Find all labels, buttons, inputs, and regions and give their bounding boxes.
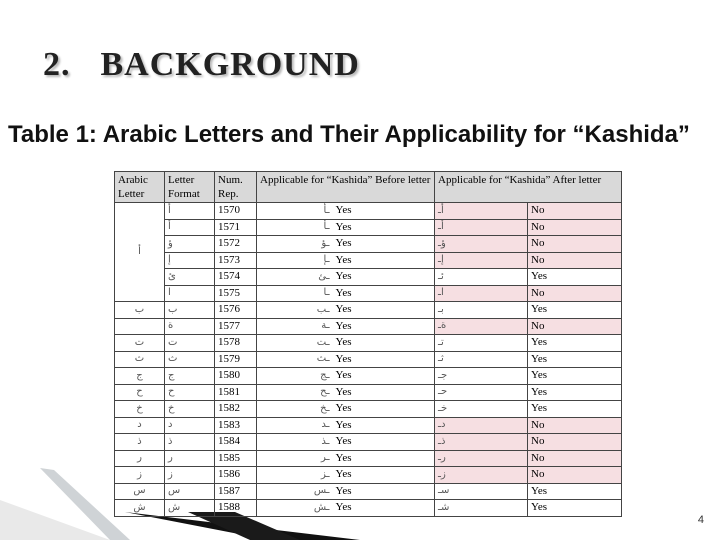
after-glyph-cell: سـ (435, 483, 528, 500)
after-applicable-cell: Yes (528, 351, 622, 368)
num-rep-cell: 1578 (215, 335, 257, 352)
page-number: 4 (697, 514, 704, 526)
after-applicable-cell: Yes (528, 302, 622, 319)
after-applicable-cell: Yes (528, 335, 622, 352)
after-applicable-cell: No (528, 434, 622, 451)
table-row (115, 219, 622, 236)
before-glyph-cell: ـد (257, 417, 333, 434)
table-row (115, 236, 622, 253)
after-glyph-cell: بـ (435, 302, 528, 319)
letter-format-cell: خ (165, 401, 215, 418)
before-glyph-cell: ـب (257, 302, 333, 319)
before-applicable-cell: Yes (333, 335, 435, 352)
letter-format-cell: س (165, 483, 215, 500)
after-applicable-cell: Yes (528, 483, 622, 500)
before-glyph-cell: ـج (257, 368, 333, 385)
after-glyph-cell: خـ (435, 401, 528, 418)
header-letter-format: Letter Format (165, 172, 215, 203)
after-applicable-cell: No (528, 467, 622, 484)
before-applicable-cell: Yes (333, 203, 435, 220)
num-rep-cell: 1574 (215, 269, 257, 286)
before-glyph-cell: ـز (257, 467, 333, 484)
table-row (115, 351, 622, 368)
before-glyph-cell: ـر (257, 450, 333, 467)
table-row (115, 302, 622, 319)
before-applicable-cell: Yes (333, 467, 435, 484)
num-rep-cell: 1576 (215, 302, 257, 319)
num-rep-cell: 1570 (215, 203, 257, 220)
before-applicable-cell: Yes (333, 483, 435, 500)
before-glyph-cell: ـخ (257, 401, 333, 418)
table-header-row (115, 172, 622, 203)
after-applicable-cell: No (528, 417, 622, 434)
table-row (115, 285, 622, 302)
arabic-letter-cell: د (115, 417, 165, 434)
arabic-letter-cell: ج (115, 368, 165, 385)
before-applicable-cell: Yes (333, 368, 435, 385)
num-rep-cell: 1585 (215, 450, 257, 467)
table-row (115, 203, 622, 220)
letter-format-cell: د (165, 417, 215, 434)
after-applicable-cell: No (528, 203, 622, 220)
num-rep-cell: 1584 (215, 434, 257, 451)
before-glyph-cell: ـح (257, 384, 333, 401)
before-applicable-cell: Yes (333, 219, 435, 236)
after-glyph-cell: أـ (435, 203, 528, 220)
header-after: Applicable for “Kashida” After letter (435, 172, 622, 203)
table-caption: Table 1: Arabic Letters and Their Applicability for “Kashida” (8, 121, 690, 148)
arabic-letter-cell (115, 318, 165, 335)
table-row (115, 500, 622, 517)
letter-format-cell: ئ (165, 269, 215, 286)
num-rep-cell: 1577 (215, 318, 257, 335)
arabic-letter-cell: س (115, 483, 165, 500)
after-glyph-cell: رـ (435, 450, 528, 467)
after-applicable-cell: No (528, 285, 622, 302)
arabic-letter-cell: ز (115, 467, 165, 484)
num-rep-cell: 1573 (215, 252, 257, 269)
table-row (115, 368, 622, 385)
before-applicable-cell: Yes (333, 252, 435, 269)
before-applicable-cell: Yes (333, 500, 435, 517)
letter-format-cell: ذ (165, 434, 215, 451)
letter-format-cell: ح (165, 384, 215, 401)
after-glyph-cell: تـ (435, 335, 528, 352)
after-glyph-cell: جـ (435, 368, 528, 385)
letter-format-cell: أ (165, 203, 215, 220)
num-rep-cell: 1588 (215, 500, 257, 517)
letter-format-cell: ث (165, 351, 215, 368)
before-applicable-cell: Yes (333, 269, 435, 286)
letter-format-cell: ر (165, 450, 215, 467)
after-glyph-cell: ؤـ (435, 236, 528, 253)
num-rep-cell: 1572 (215, 236, 257, 253)
before-glyph-cell: ـس (257, 483, 333, 500)
num-rep-cell: 1583 (215, 417, 257, 434)
before-glyph-cell: ـت (257, 335, 333, 352)
after-glyph-cell: إـ (435, 252, 528, 269)
before-glyph-cell: ـش (257, 500, 333, 517)
before-glyph-cell: ـث (257, 351, 333, 368)
letter-format-cell: ج (165, 368, 215, 385)
before-applicable-cell: Yes (333, 450, 435, 467)
table-row (115, 318, 622, 335)
after-glyph-cell: شـ (435, 500, 528, 517)
arabic-letter-cell: ب (115, 302, 165, 319)
after-glyph-cell: زـ (435, 467, 528, 484)
before-applicable-cell: Yes (333, 318, 435, 335)
table-row (115, 384, 622, 401)
slide-title (43, 46, 360, 84)
after-applicable-cell: No (528, 252, 622, 269)
num-rep-cell: 1575 (215, 285, 257, 302)
before-applicable-cell: Yes (333, 384, 435, 401)
table-row (115, 401, 622, 418)
after-glyph-cell: ثـ (435, 351, 528, 368)
table-row (115, 335, 622, 352)
section-title: BACKGROUND (100, 46, 360, 83)
before-glyph-cell: ـئ (257, 269, 333, 286)
num-rep-cell: 1586 (215, 467, 257, 484)
before-glyph-cell: ـؤ (257, 236, 333, 253)
before-applicable-cell: Yes (333, 285, 435, 302)
letter-format-cell: ش (165, 500, 215, 517)
header-before: Applicable for “Kashida” Before letter (257, 172, 435, 203)
after-applicable-cell: Yes (528, 384, 622, 401)
arabic-letter-cell: ش (115, 500, 165, 517)
before-glyph-cell: ـأ (257, 219, 333, 236)
after-applicable-cell: Yes (528, 269, 622, 286)
table-row (115, 269, 622, 286)
letter-format-cell: ة (165, 318, 215, 335)
arabic-letter-cell: ت (115, 335, 165, 352)
num-rep-cell: 1580 (215, 368, 257, 385)
after-glyph-cell: ئـ (435, 269, 528, 286)
after-glyph-cell: ةـ (435, 318, 528, 335)
after-glyph-cell: أـ (435, 219, 528, 236)
num-rep-cell: 1571 (215, 219, 257, 236)
after-glyph-cell: اـ (435, 285, 528, 302)
before-applicable-cell: Yes (333, 401, 435, 418)
section-number: 2. (43, 46, 71, 83)
letter-format-cell: إ (165, 252, 215, 269)
letter-format-cell: ت (165, 335, 215, 352)
letter-format-cell: ب (165, 302, 215, 319)
before-glyph-cell: ـأ (257, 203, 333, 220)
before-applicable-cell: Yes (333, 434, 435, 451)
before-applicable-cell: Yes (333, 236, 435, 253)
table-row (115, 434, 622, 451)
before-glyph-cell: ـإ (257, 252, 333, 269)
before-applicable-cell: Yes (333, 351, 435, 368)
before-glyph-cell: ـة (257, 318, 333, 335)
arabic-letter-cell: ح (115, 384, 165, 401)
header-num-rep: Num. Rep. (215, 172, 257, 203)
table-row (115, 467, 622, 484)
arabic-letter-cell: خ (115, 401, 165, 418)
arabic-letters-table (114, 171, 622, 517)
letter-format-cell: أ (165, 219, 215, 236)
after-applicable-cell: Yes (528, 401, 622, 418)
after-applicable-cell: No (528, 450, 622, 467)
num-rep-cell: 1587 (215, 483, 257, 500)
before-glyph-cell: ـا (257, 285, 333, 302)
letter-format-cell: ؤ (165, 236, 215, 253)
arabic-letter-cell: ر (115, 450, 165, 467)
num-rep-cell: 1581 (215, 384, 257, 401)
arabic-letter-cell: ث (115, 351, 165, 368)
table-row (115, 483, 622, 500)
letter-format-cell: ز (165, 467, 215, 484)
after-applicable-cell: Yes (528, 368, 622, 385)
table-row (115, 417, 622, 434)
after-applicable-cell: No (528, 219, 622, 236)
before-applicable-cell: Yes (333, 417, 435, 434)
after-applicable-cell: No (528, 318, 622, 335)
arabic-letter-cell: ذ (115, 434, 165, 451)
table-row (115, 252, 622, 269)
after-glyph-cell: ذـ (435, 434, 528, 451)
num-rep-cell: 1582 (215, 401, 257, 418)
after-glyph-cell: دـ (435, 417, 528, 434)
before-glyph-cell: ـذ (257, 434, 333, 451)
before-applicable-cell: Yes (333, 302, 435, 319)
table-row (115, 450, 622, 467)
num-rep-cell: 1579 (215, 351, 257, 368)
table-body (115, 203, 622, 517)
after-glyph-cell: حـ (435, 384, 528, 401)
arabic-letter-cell: أ (115, 203, 165, 302)
header-arabic-letter: Arabic Letter (115, 172, 165, 203)
after-applicable-cell: No (528, 236, 622, 253)
after-applicable-cell: Yes (528, 500, 622, 517)
letter-format-cell: ا (165, 285, 215, 302)
